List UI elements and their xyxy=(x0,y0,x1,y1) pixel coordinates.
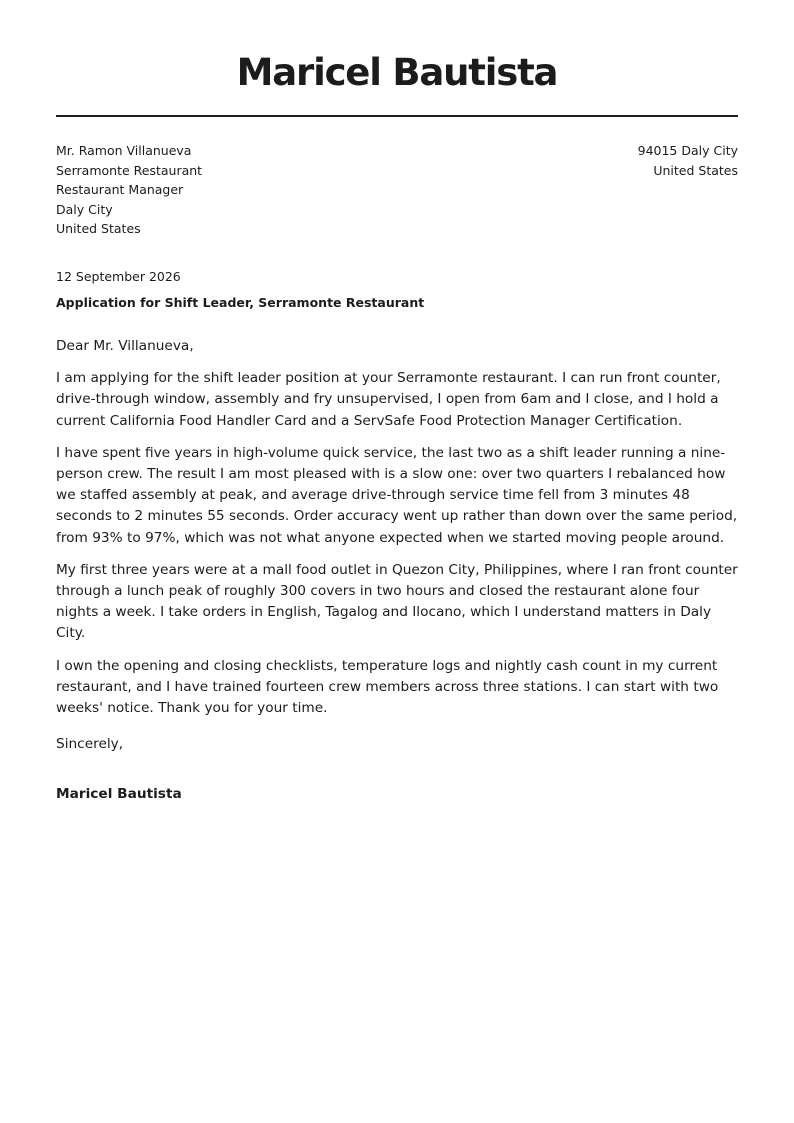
recipient-title: Restaurant Manager xyxy=(56,182,184,197)
body-paragraph: I own the opening and closing checklists, temperature logs and nightly cash count in my current restaurant, and I have trained fourteen crew members across three stations. I can start with two weeks' notice. Thank you for your time. xyxy=(56,657,719,717)
salutation: Dear Mr. Villanueva, xyxy=(56,338,194,354)
letter-subject: Application for Shift Leader, Serramonte Restaurant xyxy=(56,295,425,310)
body-paragraph: I have spent five years in high-volume quick service, the last two as a shift leader running a nine-person crew. The result I am most pleased with is a slow one: over two quarters I rebalanced how we staffed assembly at peak, and average drive-through service time fell from 3 minutes 48 seconds to 2 minutes 55 seconds. Order accuracy went up rather than down over the same period, from 93% to 97%, which was not what anyone expected when we started moving people around. xyxy=(56,444,738,546)
recipient-company: Serramonte Restaurant xyxy=(56,162,203,178)
recipient-name: Mr. Ramon Villanueva xyxy=(56,143,192,158)
body-paragraph: I am applying for the shift leader position at your Serramonte restaurant. I can run front counter, drive-through window, assembly and fry unsupervised, I open from 6am and I close, and I hold a current California Food Handler Card and a ServSafe Food Protection Manager Certification. xyxy=(56,370,721,429)
closing: Sincerely, xyxy=(56,736,124,752)
letter-date: 12 September 2026 xyxy=(56,269,181,284)
recipient-address-block xyxy=(56,141,396,239)
sender-address-block xyxy=(438,141,738,180)
applicant-name-heading: Maricel Bautista xyxy=(236,51,558,94)
recipient-country: United States xyxy=(56,221,141,236)
header-divider xyxy=(56,115,738,117)
sender-address-line1: 94015 Daly City xyxy=(637,143,738,158)
body-paragraph: My first three years were at a mall food outlet in Quezon City, Philippines, where I ran front counter through a lunch peak of roughly 300 covers in two hours and closed the restaurant alone four nights a week. I take orders in English, Tagalog and Ilocano, which I understand matters in Daly City. xyxy=(56,561,738,642)
signature-name: Maricel Bautista xyxy=(56,786,182,802)
sender-address-line2: United States xyxy=(653,162,738,178)
letter-body xyxy=(56,336,738,730)
recipient-city: Daly City xyxy=(56,201,113,217)
